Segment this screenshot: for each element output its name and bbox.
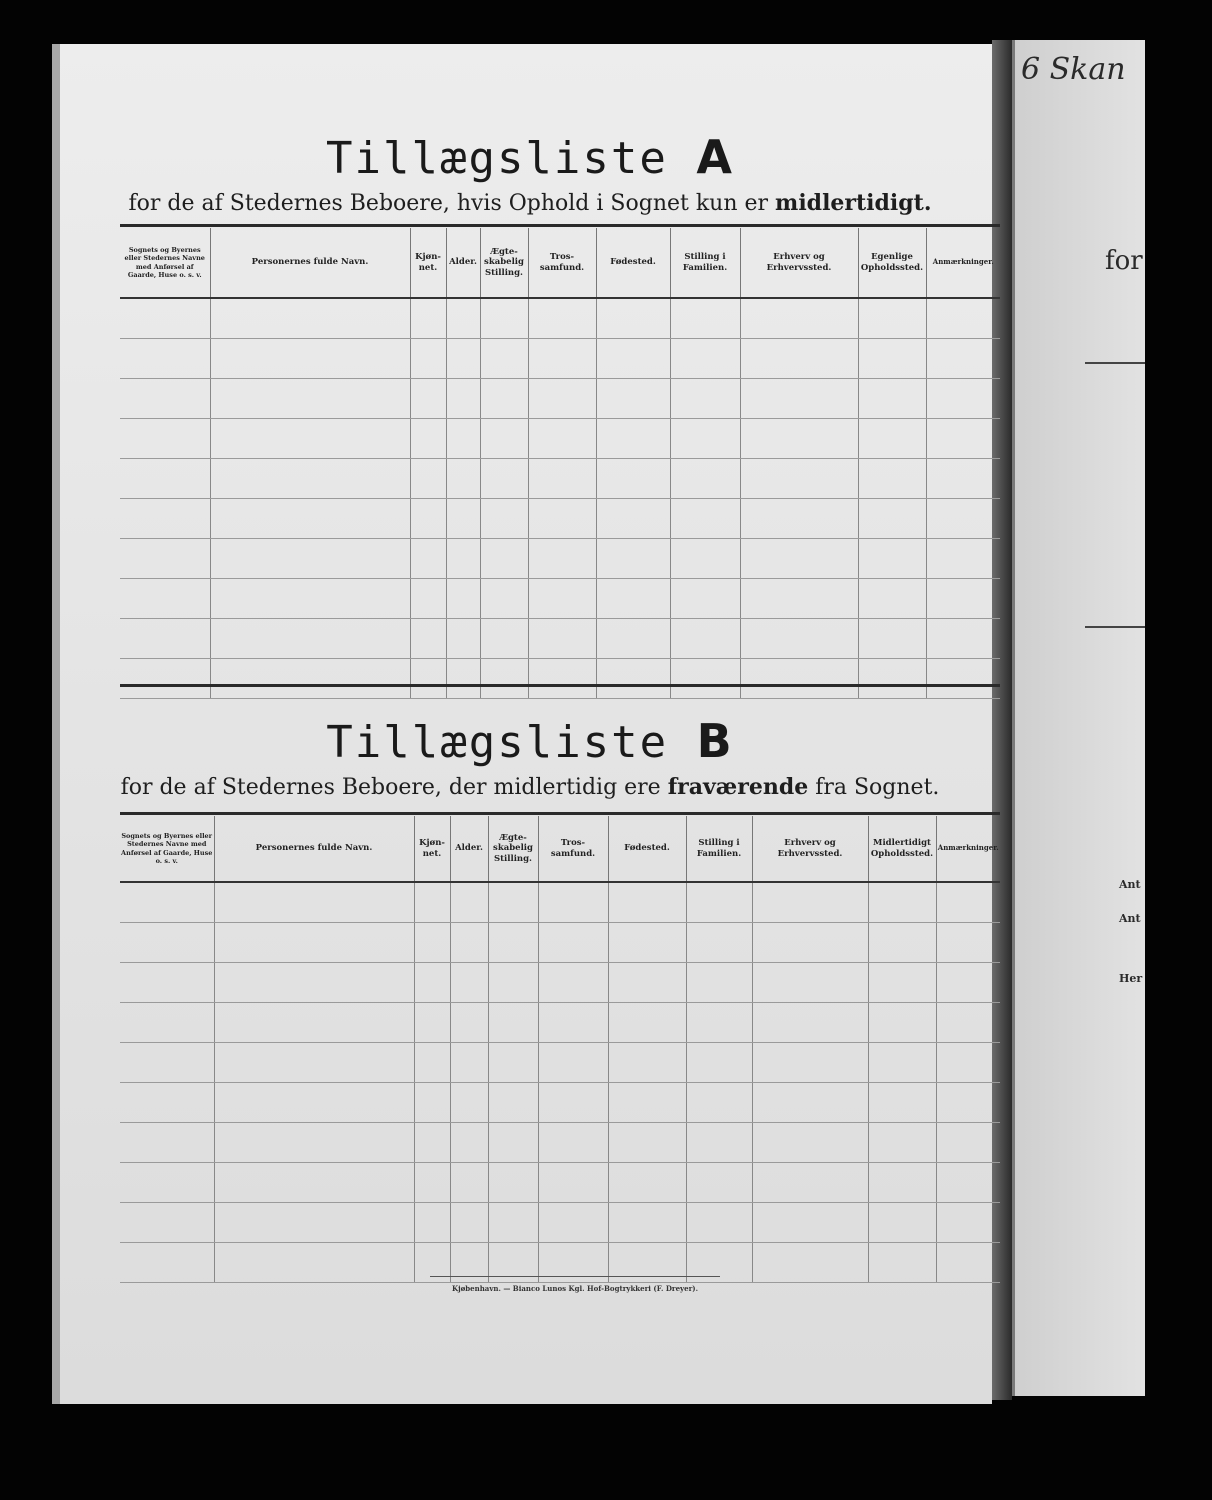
list-b-col-family-position: Stilling i Familien. [686, 816, 752, 882]
table-cell [214, 882, 414, 923]
table-cell [752, 963, 868, 1003]
table-cell [670, 499, 740, 539]
table-cell [210, 499, 410, 539]
table-cell [120, 963, 214, 1003]
adjacent-page-heading: 6 Skan [1021, 52, 1126, 87]
table-cell [488, 1003, 538, 1043]
table-cell [686, 1123, 752, 1163]
list-b-col-occupation: Erhverv og Erhvervssted. [752, 816, 868, 882]
table-cell [210, 459, 410, 499]
table-cell [752, 1203, 868, 1243]
table-cell [120, 619, 210, 659]
table-cell [596, 539, 670, 579]
table-cell [450, 882, 488, 923]
table-cell [120, 1203, 214, 1243]
table-cell [596, 619, 670, 659]
table-cell [480, 539, 528, 579]
table-cell [596, 379, 670, 419]
table-cell [414, 1003, 450, 1043]
table-cell [740, 619, 858, 659]
table-cell [414, 1163, 450, 1203]
table-row [120, 1163, 1000, 1203]
table-cell [214, 1123, 414, 1163]
table-cell [446, 339, 480, 379]
table-cell [410, 419, 446, 459]
table-cell [608, 1123, 686, 1163]
adjacent-page-label: Her [1119, 972, 1143, 985]
table-cell [596, 579, 670, 619]
list-b-subtitle [60, 774, 1000, 800]
list-b-table [120, 816, 1000, 1283]
table-cell [858, 619, 926, 659]
list-a-title [60, 130, 1000, 184]
list-a-title-letter: A [696, 130, 734, 184]
table-cell [214, 1243, 414, 1283]
table-row [120, 1203, 1000, 1243]
table-cell [528, 379, 596, 419]
table-cell [686, 923, 752, 963]
table-cell [120, 379, 210, 419]
list-a-col-occupation: Erhverv og Erhvervssted. [740, 228, 858, 298]
table-cell [868, 923, 936, 963]
list-a-subtitle-text: for de af Stedernes Beboere, hvis Ophold i Sognet kun er [128, 191, 769, 216]
table-cell [936, 1043, 1000, 1083]
table-cell [926, 379, 1000, 419]
table-cell [926, 579, 1000, 619]
list-a-subtitle [60, 190, 1000, 216]
table-cell [686, 1163, 752, 1203]
list-b-subtitle-tail: fra Sognet. [815, 775, 940, 800]
table-cell [450, 963, 488, 1003]
adjacent-page-strip [1012, 40, 1145, 1396]
table-cell [120, 1123, 214, 1163]
table-cell [752, 1043, 868, 1083]
table-cell [596, 499, 670, 539]
table-cell [926, 619, 1000, 659]
table-cell [488, 923, 538, 963]
table-cell [596, 419, 670, 459]
list-a-col-marital: Ægte-skabelig Stilling. [480, 228, 528, 298]
table-cell [488, 963, 538, 1003]
table-cell [752, 1243, 868, 1283]
adjacent-page-rule [1085, 362, 1145, 364]
table-cell [410, 339, 446, 379]
table-row [120, 1123, 1000, 1163]
table-cell [414, 1203, 450, 1243]
table-cell [214, 1083, 414, 1123]
list-a-col-residence: Egenlige Opholdssted. [858, 228, 926, 298]
table-cell [608, 1083, 686, 1123]
table-cell [528, 419, 596, 459]
table-cell [936, 963, 1000, 1003]
table-cell [936, 1003, 1000, 1043]
list-b-header-row [120, 816, 1000, 882]
table-cell [858, 459, 926, 499]
table-cell [450, 1003, 488, 1043]
table-cell [926, 419, 1000, 459]
table-cell [410, 379, 446, 419]
list-a-subtitle-bold: midlertidigt. [775, 190, 932, 216]
table-cell [414, 882, 450, 923]
table-cell [210, 619, 410, 659]
table-cell [538, 963, 608, 1003]
list-a-col-family-position: Stilling i Familien. [670, 228, 740, 298]
table-cell [488, 1083, 538, 1123]
table-cell [740, 459, 858, 499]
census-form-page [52, 44, 999, 1404]
table-cell [670, 579, 740, 619]
table-row [120, 1043, 1000, 1083]
table-cell [670, 619, 740, 659]
table-cell [670, 379, 740, 419]
table-cell [120, 659, 210, 699]
table-cell [480, 419, 528, 459]
table-cell [446, 459, 480, 499]
table-cell [858, 539, 926, 579]
table-cell [214, 1163, 414, 1203]
table-cell [528, 459, 596, 499]
table-cell [450, 1203, 488, 1243]
table-cell [214, 923, 414, 963]
table-cell [410, 499, 446, 539]
table-cell [446, 499, 480, 539]
table-cell [752, 923, 868, 963]
list-a-col-name: Personernes fulde Navn. [210, 228, 410, 298]
table-cell [214, 1203, 414, 1243]
list-a-header-row [120, 228, 1000, 298]
table-cell [686, 1003, 752, 1043]
table-cell [752, 1083, 868, 1123]
table-cell [926, 499, 1000, 539]
table-row [120, 459, 1000, 499]
list-b-col-religion: Tros-samfund. [538, 816, 608, 882]
table-cell [596, 298, 670, 339]
table-cell [740, 659, 858, 699]
table-cell [450, 1083, 488, 1123]
table-cell [868, 963, 936, 1003]
table-cell [596, 339, 670, 379]
table-row [120, 539, 1000, 579]
list-a-col-remarks: Anmærkninger. [932, 257, 994, 267]
table-cell [446, 539, 480, 579]
table-cell [868, 1083, 936, 1123]
table-cell [528, 539, 596, 579]
table-cell [446, 419, 480, 459]
adjacent-page-label: Ant [1119, 878, 1141, 891]
table-cell [936, 1163, 1000, 1203]
list-b-col-birthplace: Fødested. [608, 816, 686, 882]
list-a-top-rule [120, 224, 1000, 227]
table-cell [740, 379, 858, 419]
table-cell [480, 499, 528, 539]
table-cell [858, 499, 926, 539]
table-cell [752, 1123, 868, 1163]
table-cell [538, 1163, 608, 1203]
table-cell [414, 963, 450, 1003]
list-a-col-sex: Kjøn-net. [410, 228, 446, 298]
table-cell [740, 419, 858, 459]
list-b-title [60, 714, 1000, 768]
table-cell [936, 923, 1000, 963]
table-cell [488, 1203, 538, 1243]
table-cell [596, 459, 670, 499]
table-cell [120, 298, 210, 339]
adjacent-page-rule [1085, 626, 1145, 628]
table-cell [120, 882, 214, 923]
table-cell [528, 499, 596, 539]
table-cell [858, 659, 926, 699]
table-cell [120, 1163, 214, 1203]
table-cell [450, 1163, 488, 1203]
table-cell [936, 1123, 1000, 1163]
list-b-col-name: Personernes fulde Navn. [214, 816, 414, 882]
table-cell [740, 298, 858, 339]
table-row [120, 882, 1000, 923]
table-cell [480, 619, 528, 659]
table-cell [926, 339, 1000, 379]
adjacent-page-word-for: for [1105, 246, 1143, 276]
table-cell [538, 1123, 608, 1163]
table-cell [752, 882, 868, 923]
table-cell [538, 1083, 608, 1123]
table-cell [926, 659, 1000, 699]
table-cell [210, 659, 410, 699]
table-cell [686, 1083, 752, 1123]
table-cell [868, 1123, 936, 1163]
table-cell [752, 1163, 868, 1203]
list-b-subtitle-bold: fraværende [667, 774, 809, 800]
table-cell [670, 339, 740, 379]
table-cell [868, 882, 936, 923]
list-b-col-age: Alder. [450, 816, 488, 882]
table-cell [210, 419, 410, 459]
table-cell [752, 1003, 868, 1043]
table-cell [670, 419, 740, 459]
table-cell [214, 1003, 414, 1043]
table-cell [936, 1243, 1000, 1283]
table-cell [868, 1163, 936, 1203]
list-b-title-word: Tillægsliste [326, 717, 669, 768]
table-cell [488, 882, 538, 923]
table-cell [858, 379, 926, 419]
table-cell [670, 539, 740, 579]
table-cell [480, 298, 528, 339]
table-cell [528, 579, 596, 619]
list-b-col-place: Sognets og Byernes eller Stedernes Navne med Anførsel af Gaarde, Huse o. s. v. [120, 816, 214, 882]
table-cell [214, 963, 414, 1003]
table-row [120, 379, 1000, 419]
table-cell [410, 619, 446, 659]
table-cell [410, 579, 446, 619]
list-b-col-residence: Midlertidigt Opholdssted. [868, 816, 936, 882]
table-cell [120, 419, 210, 459]
table-cell [120, 339, 210, 379]
table-cell [488, 1123, 538, 1163]
table-cell [414, 1083, 450, 1123]
table-row [120, 339, 1000, 379]
list-a-col-age: Alder. [446, 228, 480, 298]
table-cell [858, 339, 926, 379]
table-cell [120, 1043, 214, 1083]
table-cell [210, 539, 410, 579]
table-cell [414, 1043, 450, 1083]
table-cell [450, 1123, 488, 1163]
table-row [120, 1083, 1000, 1123]
table-cell [936, 1203, 1000, 1243]
table-cell [868, 1043, 936, 1083]
table-cell [538, 1043, 608, 1083]
table-cell [686, 963, 752, 1003]
table-cell [936, 1083, 1000, 1123]
table-cell [528, 619, 596, 659]
table-cell [686, 1043, 752, 1083]
table-cell [120, 1083, 214, 1123]
table-row [120, 419, 1000, 459]
table-cell [414, 923, 450, 963]
table-row [120, 499, 1000, 539]
list-b-subtitle-text: for de af Stedernes Beboere, der midlertidig ere [120, 775, 661, 800]
table-cell [480, 459, 528, 499]
table-cell [528, 339, 596, 379]
table-cell [450, 923, 488, 963]
table-cell [608, 882, 686, 923]
table-cell [858, 298, 926, 339]
table-cell [740, 539, 858, 579]
list-a-col-birthplace: Fødested. [596, 228, 670, 298]
table-cell [480, 339, 528, 379]
table-cell [608, 1043, 686, 1083]
table-cell [120, 1003, 214, 1043]
list-a-col-place: Sognets og Byernes eller Stedernes Navne med Anførsel af Gaarde, Huse o. s. v. [120, 228, 210, 298]
table-row [120, 298, 1000, 339]
table-row [120, 923, 1000, 963]
list-a-title-word: Tillægsliste [326, 133, 668, 184]
table-cell [686, 882, 752, 923]
table-cell [450, 1043, 488, 1083]
table-cell [446, 579, 480, 619]
table-cell [528, 298, 596, 339]
table-row [120, 619, 1000, 659]
table-cell [446, 619, 480, 659]
table-cell [926, 298, 1000, 339]
table-cell [868, 1003, 936, 1043]
table-cell [210, 298, 410, 339]
table-cell [608, 923, 686, 963]
table-cell [480, 379, 528, 419]
table-cell [926, 539, 1000, 579]
table-row [120, 579, 1000, 619]
table-cell [538, 1003, 608, 1043]
list-b-top-rule [120, 812, 1000, 815]
table-cell [120, 499, 210, 539]
table-cell [608, 1203, 686, 1243]
table-cell [120, 579, 210, 619]
table-cell [120, 459, 210, 499]
list-b-col-remarks: Anmærkninger. [937, 843, 999, 853]
table-cell [480, 659, 528, 699]
table-cell [120, 923, 214, 963]
table-cell [538, 1203, 608, 1243]
printer-rule [430, 1276, 720, 1277]
table-cell [936, 882, 1000, 923]
table-row [120, 659, 1000, 699]
table-cell [210, 379, 410, 419]
table-cell [740, 579, 858, 619]
table-cell [538, 882, 608, 923]
list-a-bottom-rule [120, 684, 1000, 687]
list-a-table [120, 228, 1000, 699]
table-cell [528, 659, 596, 699]
table-cell [214, 1043, 414, 1083]
table-cell [858, 579, 926, 619]
table-cell [210, 579, 410, 619]
table-cell [858, 419, 926, 459]
table-cell [596, 659, 670, 699]
table-cell [414, 1123, 450, 1163]
table-cell [538, 923, 608, 963]
table-cell [446, 298, 480, 339]
table-cell [608, 963, 686, 1003]
list-b-col-sex: Kjøn-net. [414, 816, 450, 882]
table-cell [670, 298, 740, 339]
table-cell [608, 1163, 686, 1203]
table-cell [120, 1243, 214, 1283]
list-b-col-marital: Ægte-skabelig Stilling. [488, 816, 538, 882]
table-cell [686, 1203, 752, 1243]
table-cell [120, 539, 210, 579]
table-cell [868, 1243, 936, 1283]
table-cell [446, 659, 480, 699]
printer-imprint: Kjøbenhavn. — Bianco Lunos Kgl. Hof-Bogtrykkeri (F. Dreyer). [451, 1284, 699, 1293]
table-cell [410, 539, 446, 579]
adjacent-page-label: Ant [1119, 912, 1141, 925]
table-cell [488, 1043, 538, 1083]
table-cell [410, 298, 446, 339]
table-cell [740, 499, 858, 539]
table-cell [670, 459, 740, 499]
table-cell [210, 339, 410, 379]
table-cell [410, 659, 446, 699]
table-cell [740, 339, 858, 379]
table-cell [488, 1163, 538, 1203]
list-a-col-religion: Tros-samfund. [528, 228, 596, 298]
table-cell [670, 659, 740, 699]
table-cell [608, 1003, 686, 1043]
table-cell [480, 579, 528, 619]
table-cell [446, 379, 480, 419]
table-cell [926, 459, 1000, 499]
list-b-title-letter: B [696, 714, 734, 768]
table-cell [410, 459, 446, 499]
table-row [120, 1003, 1000, 1043]
table-row [120, 963, 1000, 1003]
table-cell [868, 1203, 936, 1243]
